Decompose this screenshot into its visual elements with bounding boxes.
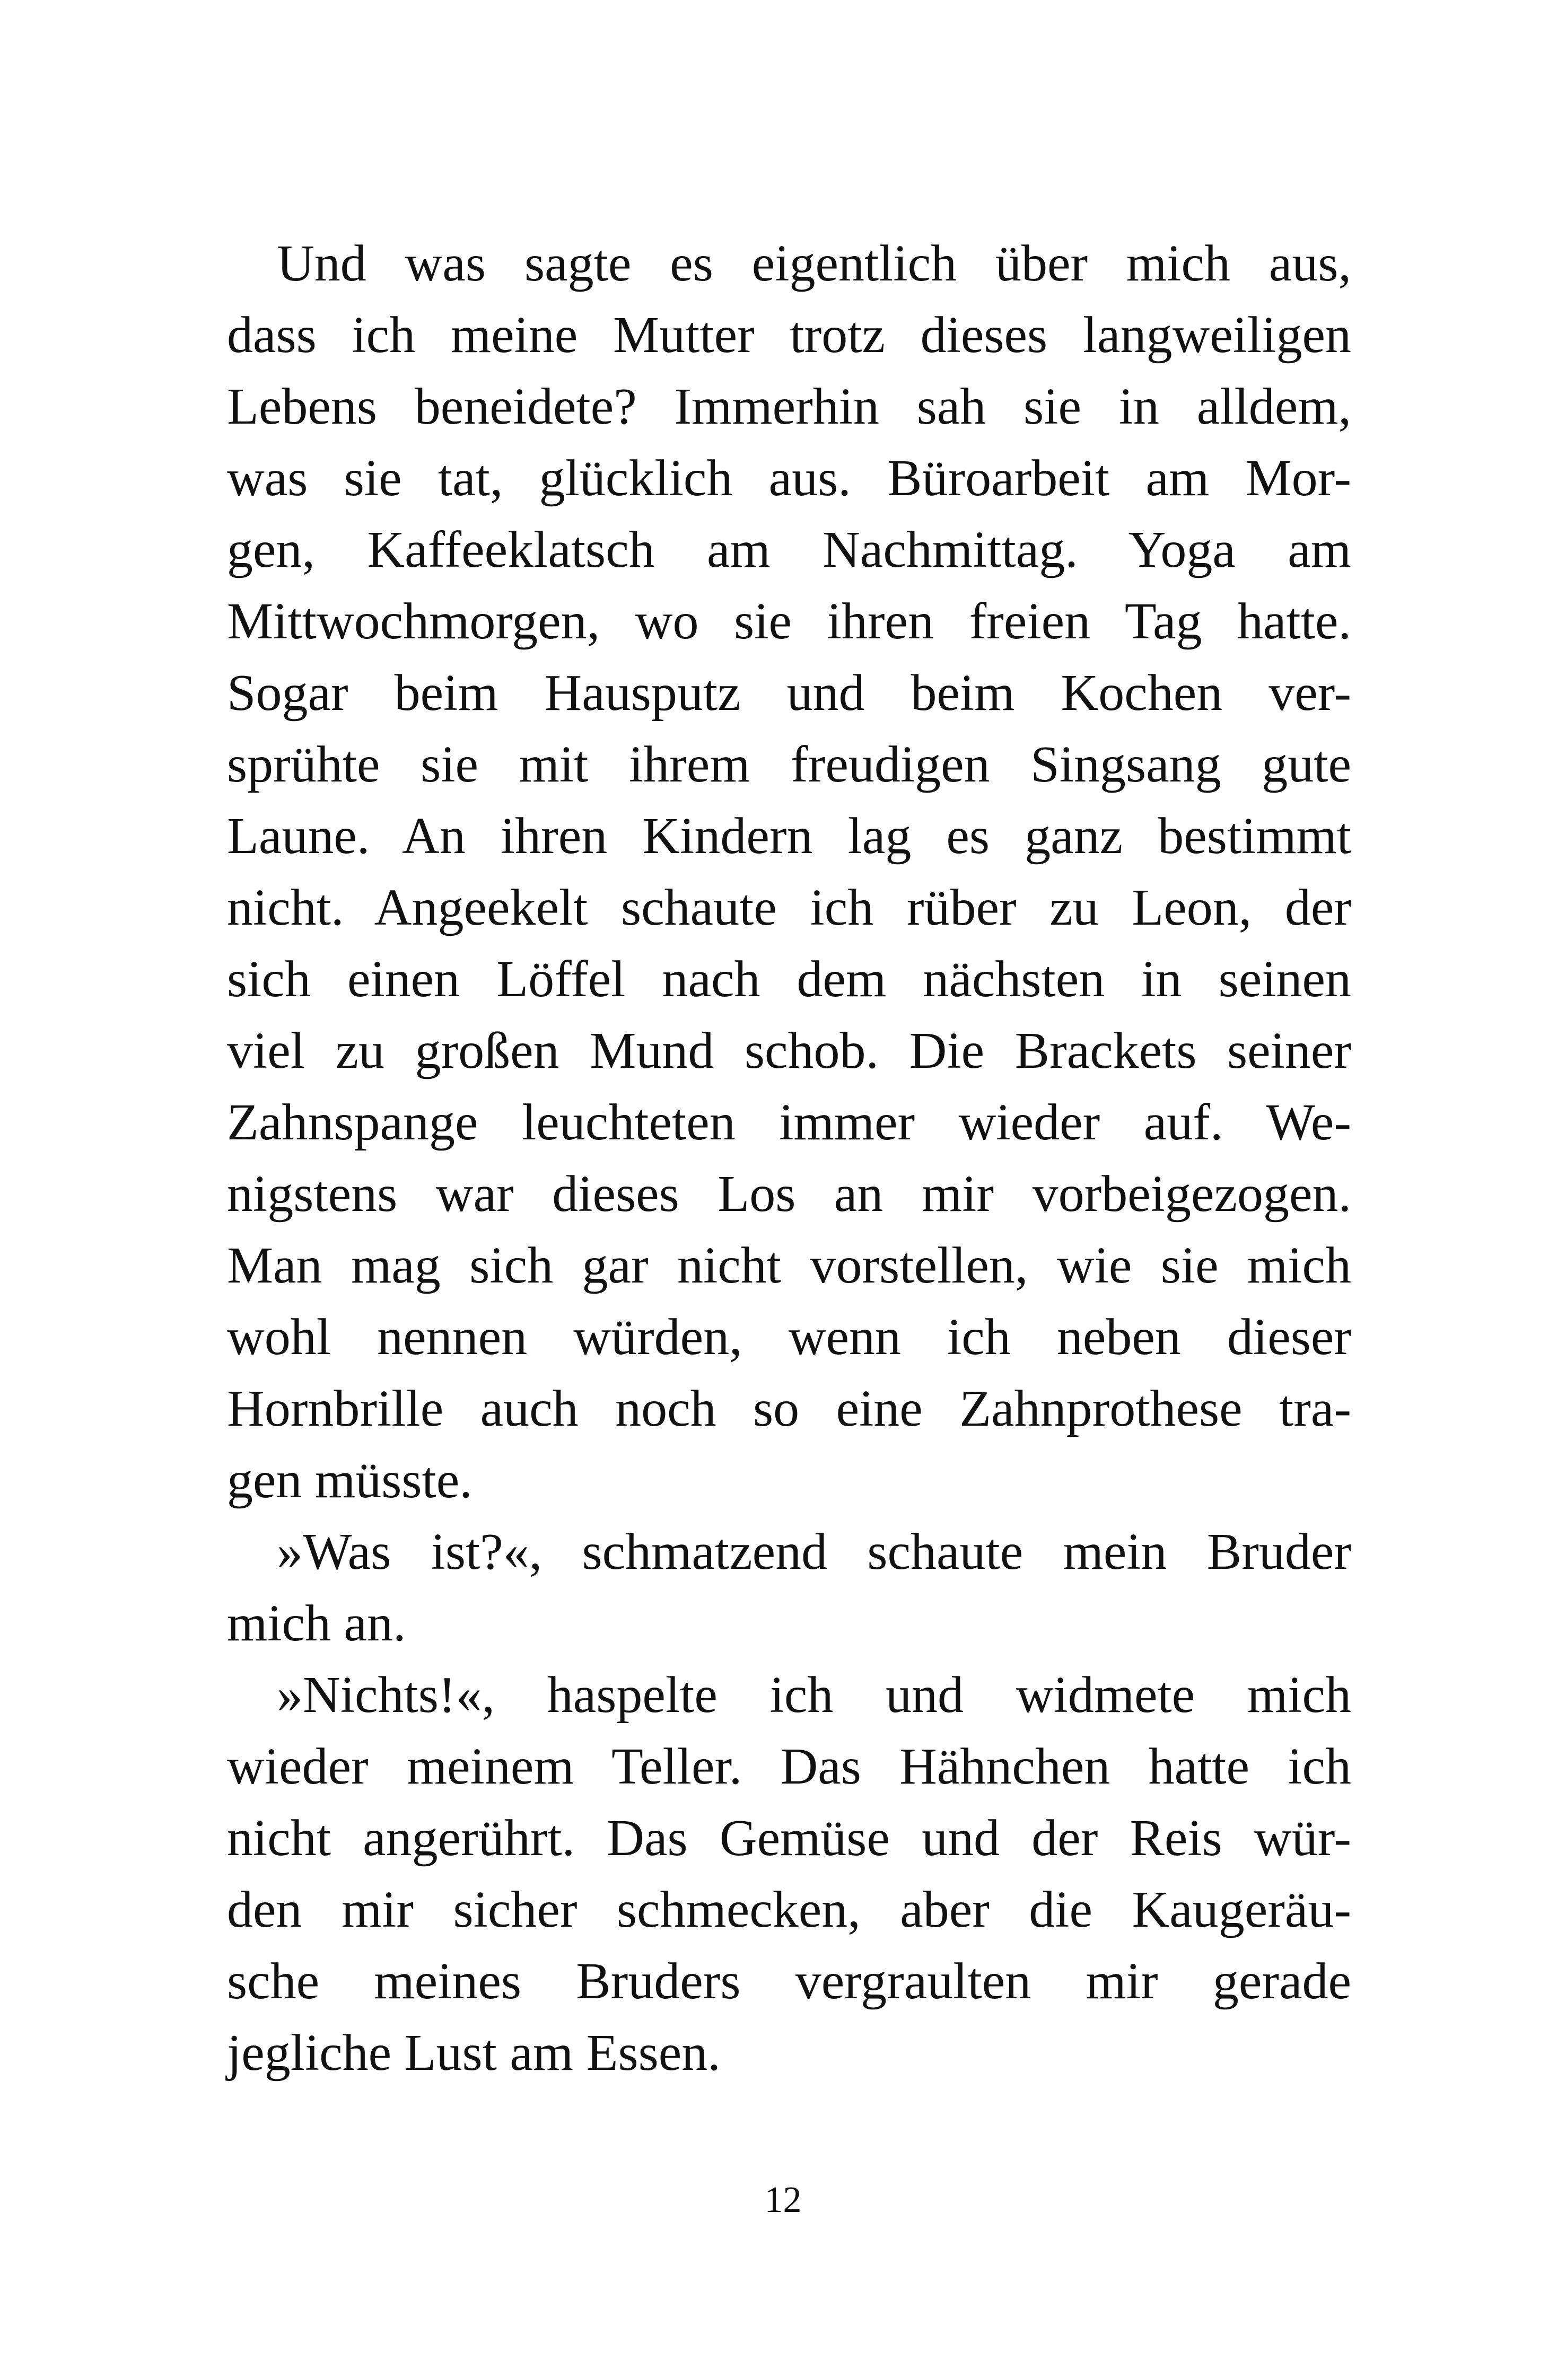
text-line: »Nichts!«, haspelte ich und widmete mich — [277, 1666, 1351, 1724]
text-line: den mir sicher schmecken, aber die Kaugeräu- — [227, 1881, 1351, 1938]
text-line: Mittwochmorgen, wo sie ihren freien Tag hatte. — [227, 593, 1351, 650]
text-line: Man mag sich gar nicht vorstellen, wie sie mich — [227, 1237, 1351, 1294]
text-line: Hornbrille auch noch so eine Zahnprothese tra- — [227, 1380, 1351, 1437]
text-line: gen, Kaffeeklatsch am Nachmittag. Yoga am — [227, 521, 1351, 578]
text-line: wieder meinem Teller. Das Hähnchen hatte ich — [227, 1738, 1351, 1795]
text-line: Zahnspange leuchteten immer wieder auf. We- — [227, 1094, 1351, 1151]
text-line: nicht. Angeekelt schaute ich rüber zu Leon, der — [227, 879, 1351, 936]
text-line: sprühte sie mit ihrem freudigen Singsang gute — [227, 736, 1351, 793]
text-line: sche meines Bruders vergraulten mir gerade — [227, 1953, 1351, 2010]
text-line: Laune. An ihren Kindern lag es ganz bestimmt — [227, 807, 1351, 865]
text-line: mich an. — [227, 1595, 406, 1652]
text-line: wohl nennen würden, wenn ich neben dieser — [227, 1308, 1351, 1366]
text-line: Sogar beim Hausputz und beim Kochen ver- — [227, 664, 1351, 722]
text-line: dass ich meine Mutter trotz dieses langweiligen — [227, 306, 1351, 364]
text-line: gen müsste. — [227, 1452, 473, 1509]
text-line: nigstens war dieses Los an mir vorbeigezogen. — [227, 1165, 1351, 1223]
text-line: was sie tat, glücklich aus. Büroarbeit am Mor- — [227, 450, 1351, 507]
text-line: viel zu großen Mund schob. Die Brackets seiner — [227, 1022, 1351, 1079]
text-line: Und was sagte es eigentlich über mich aus, — [277, 235, 1351, 292]
page-number: 12 — [764, 2180, 802, 2220]
text-line: jegliche Lust am Essen. — [227, 2024, 721, 2082]
text-line: Lebens beneidete? Immerhin sah sie in alldem, — [227, 378, 1351, 435]
text-line: nicht angerührt. Das Gemüse und der Reis wür- — [227, 1810, 1351, 1867]
text-line: sich einen Löffel nach dem nächsten in seinen — [227, 951, 1351, 1008]
body-text — [227, 228, 1351, 2089]
text-line: »Was ist?«, schmatzend schaute mein Bruder — [277, 1523, 1351, 1580]
